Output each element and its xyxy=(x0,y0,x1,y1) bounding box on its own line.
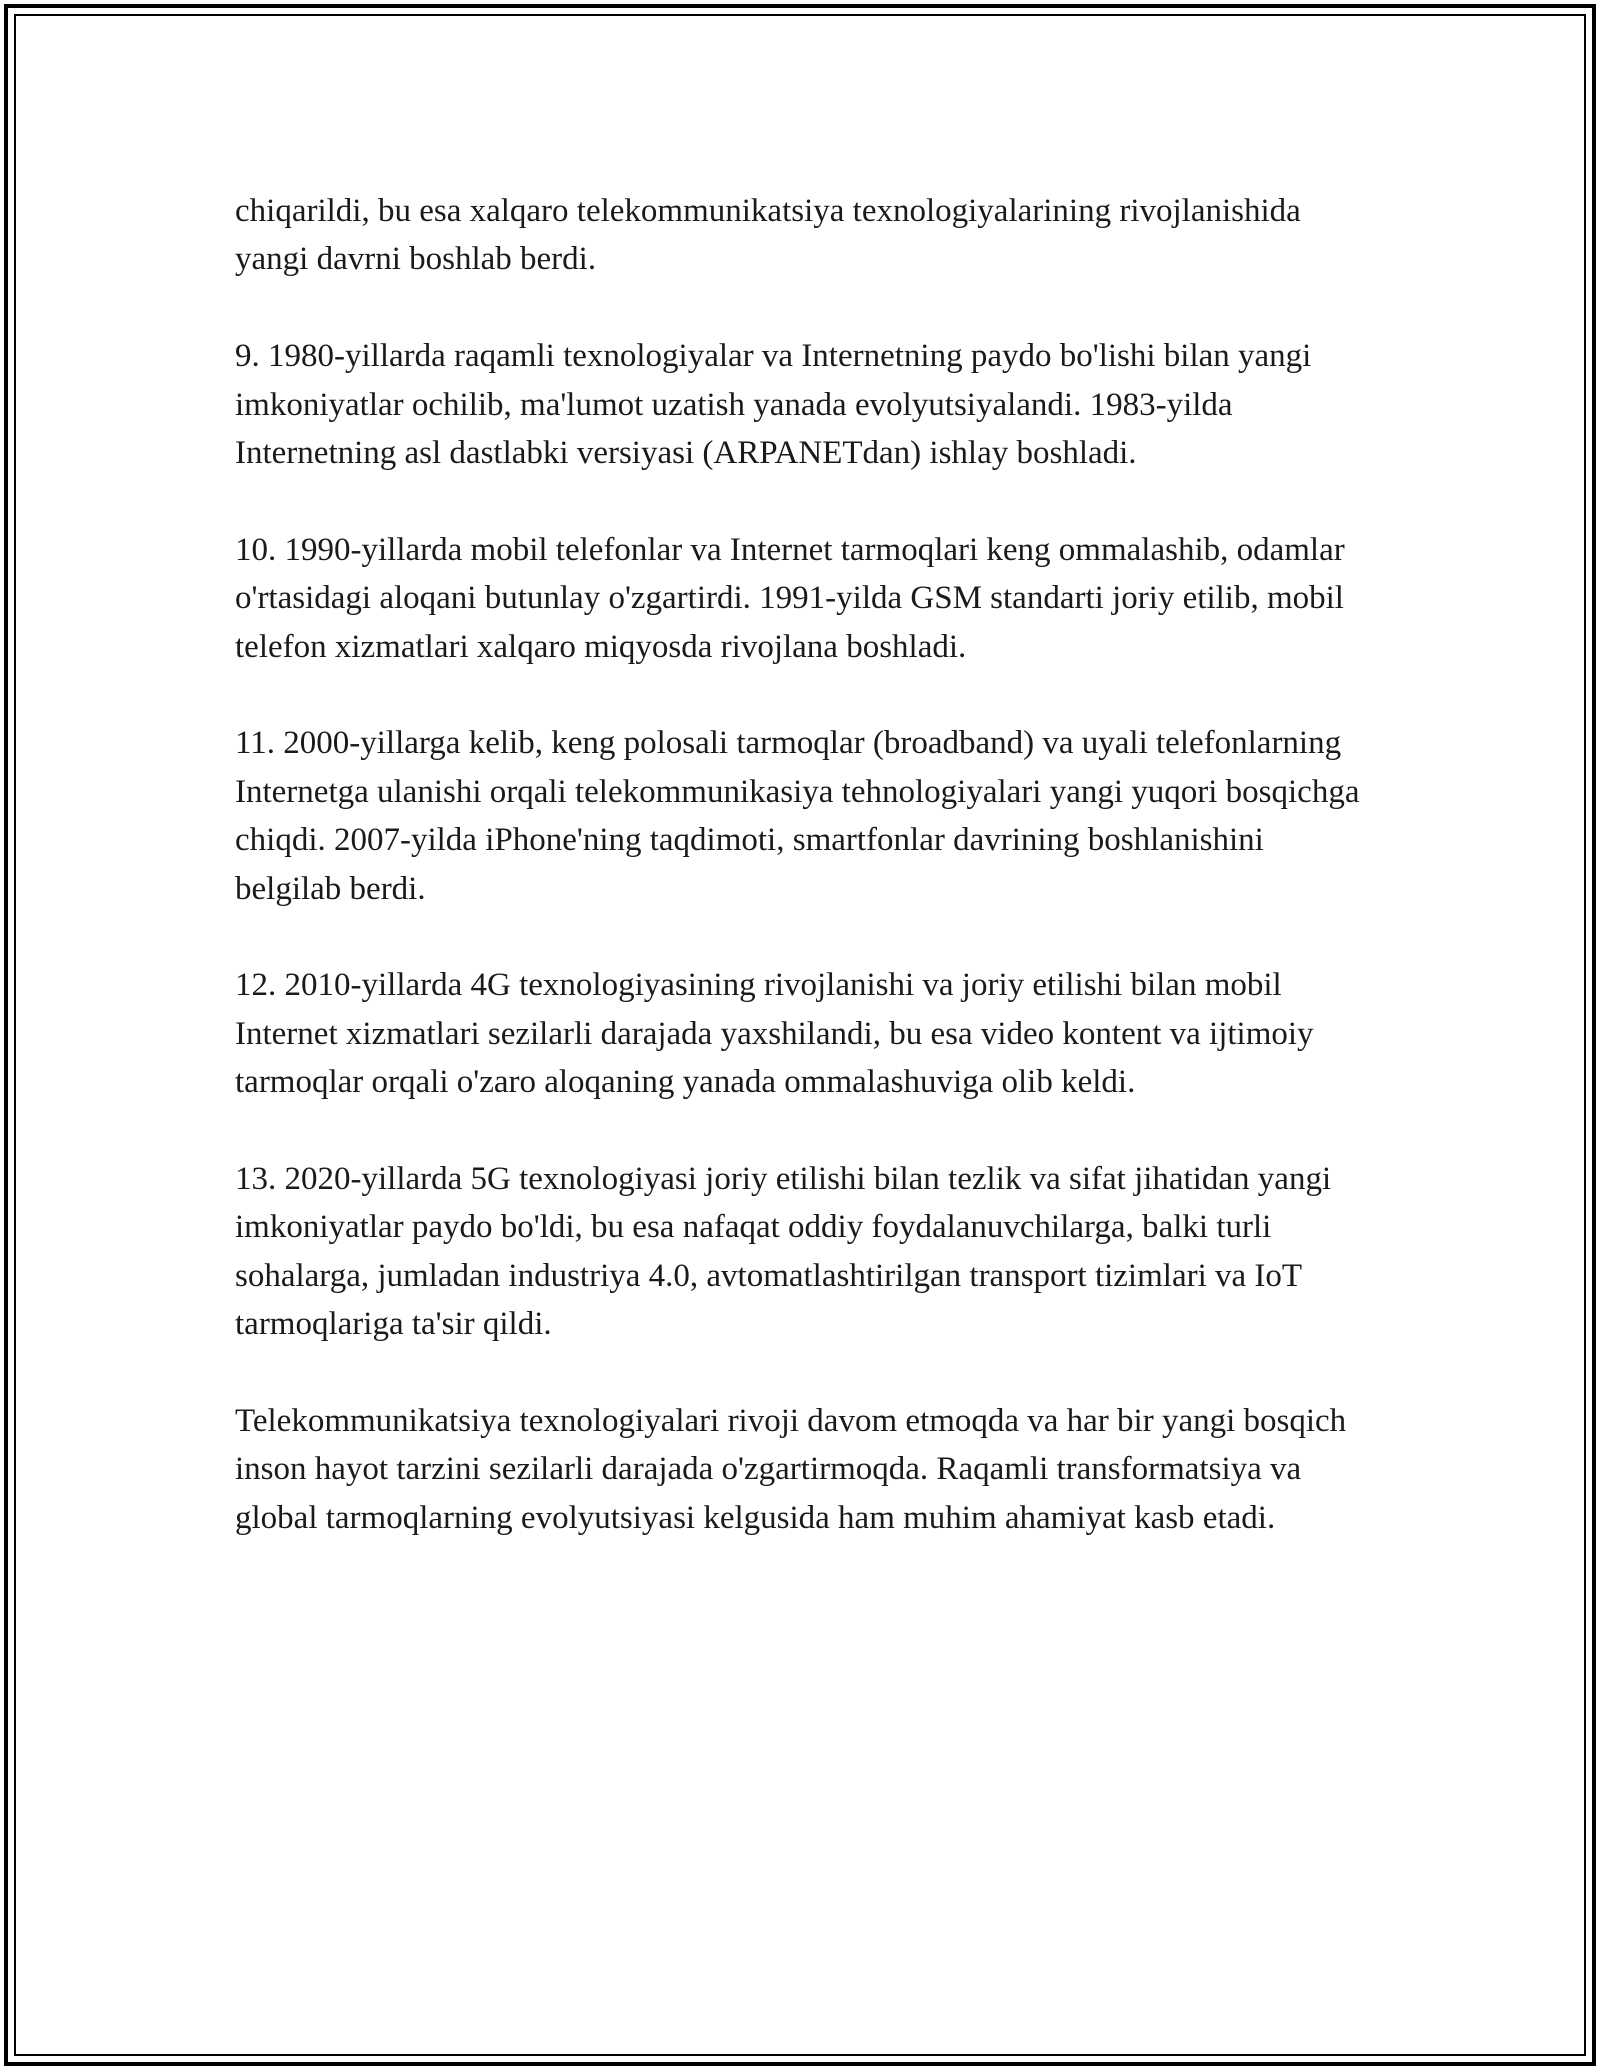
paragraph-item-13: 13. 2020-yillarda 5G texnologiyasi joriy etilishi bilan tezlik va sifat jihatidan yangi imkoniyatlar paydo bo'ldi, bu esa nafaqat oddiy foydalanuvchilarga, balki turli sohalarga, jumladan industriya 4.0, avtomatlashtirilgan transport tizimlari va IoT tarmoqlariga ta'sir qildi. xyxy=(235,1161,1332,1343)
paragraph-continuation: chiqarildi, bu esa xalqaro telekommunikatsiya texnologiyalarining rivojlanishida yangi davrni boshlab berdi. xyxy=(235,193,1301,278)
paragraph-item-12: 12. 2010-yillarda 4G texnologiyasining rivojlanishi va joriy etilishi bilan mobil Internet xizmatlari sezilarli darajada yaxshilandi, bu esa video kontent va ijtimoiy tarmoqlar orqali o'zaro aloqaning yanada ommalashuviga olib keldi. xyxy=(235,967,1314,1101)
paragraph-item-9: 9. 1980-yillarda raqamli texnologiyalar va Internetning paydo bo'lishi bilan yangi imkoniyatlar ochilib, ma'lumot uzatish yanada evolyutsiyalandi. 1983-yilda Internetning asl dastlabki versiyasi (ARPANETdan) ishlay boshladi. xyxy=(235,338,1312,472)
paragraph-item-11: 11. 2000-yillarga kelib, keng polosali tarmoqlar (broadband) va uyali telefonlarning Internetga ulanishi orqali telekommunikasiya tehnologiyalari yangi yuqori bosqichga chiqdi. 2007-yilda iPhone'ning taqdimoti, smartfonlar davrining boshlanishini belgilab berdi. xyxy=(235,725,1360,907)
document-body xyxy=(235,187,1370,1591)
paragraph-item-10: 10. 1990-yillarda mobil telefonlar va Internet tarmoqlari keng ommalashib, odamlar o'rtasidagi aloqani butunlay o'zgartirdi. 1991-yilda GSM standarti joriy etilib, mobil telefon xizmatlari xalqaro miqyosda rivojlana boshladi. xyxy=(235,531,1345,665)
paragraph-conclusion: Telekommunikatsiya texnologiyalari rivoji davom etmoqda va har bir yangi bosqich inson hayot tarzini sezilarli darajada o'zgartirmoqda. Raqamli transformatsiya va global tarmoqlarning evolyutsiyasi kelgusida ham muhim ahamiyat kasb etadi. xyxy=(235,1403,1347,1536)
